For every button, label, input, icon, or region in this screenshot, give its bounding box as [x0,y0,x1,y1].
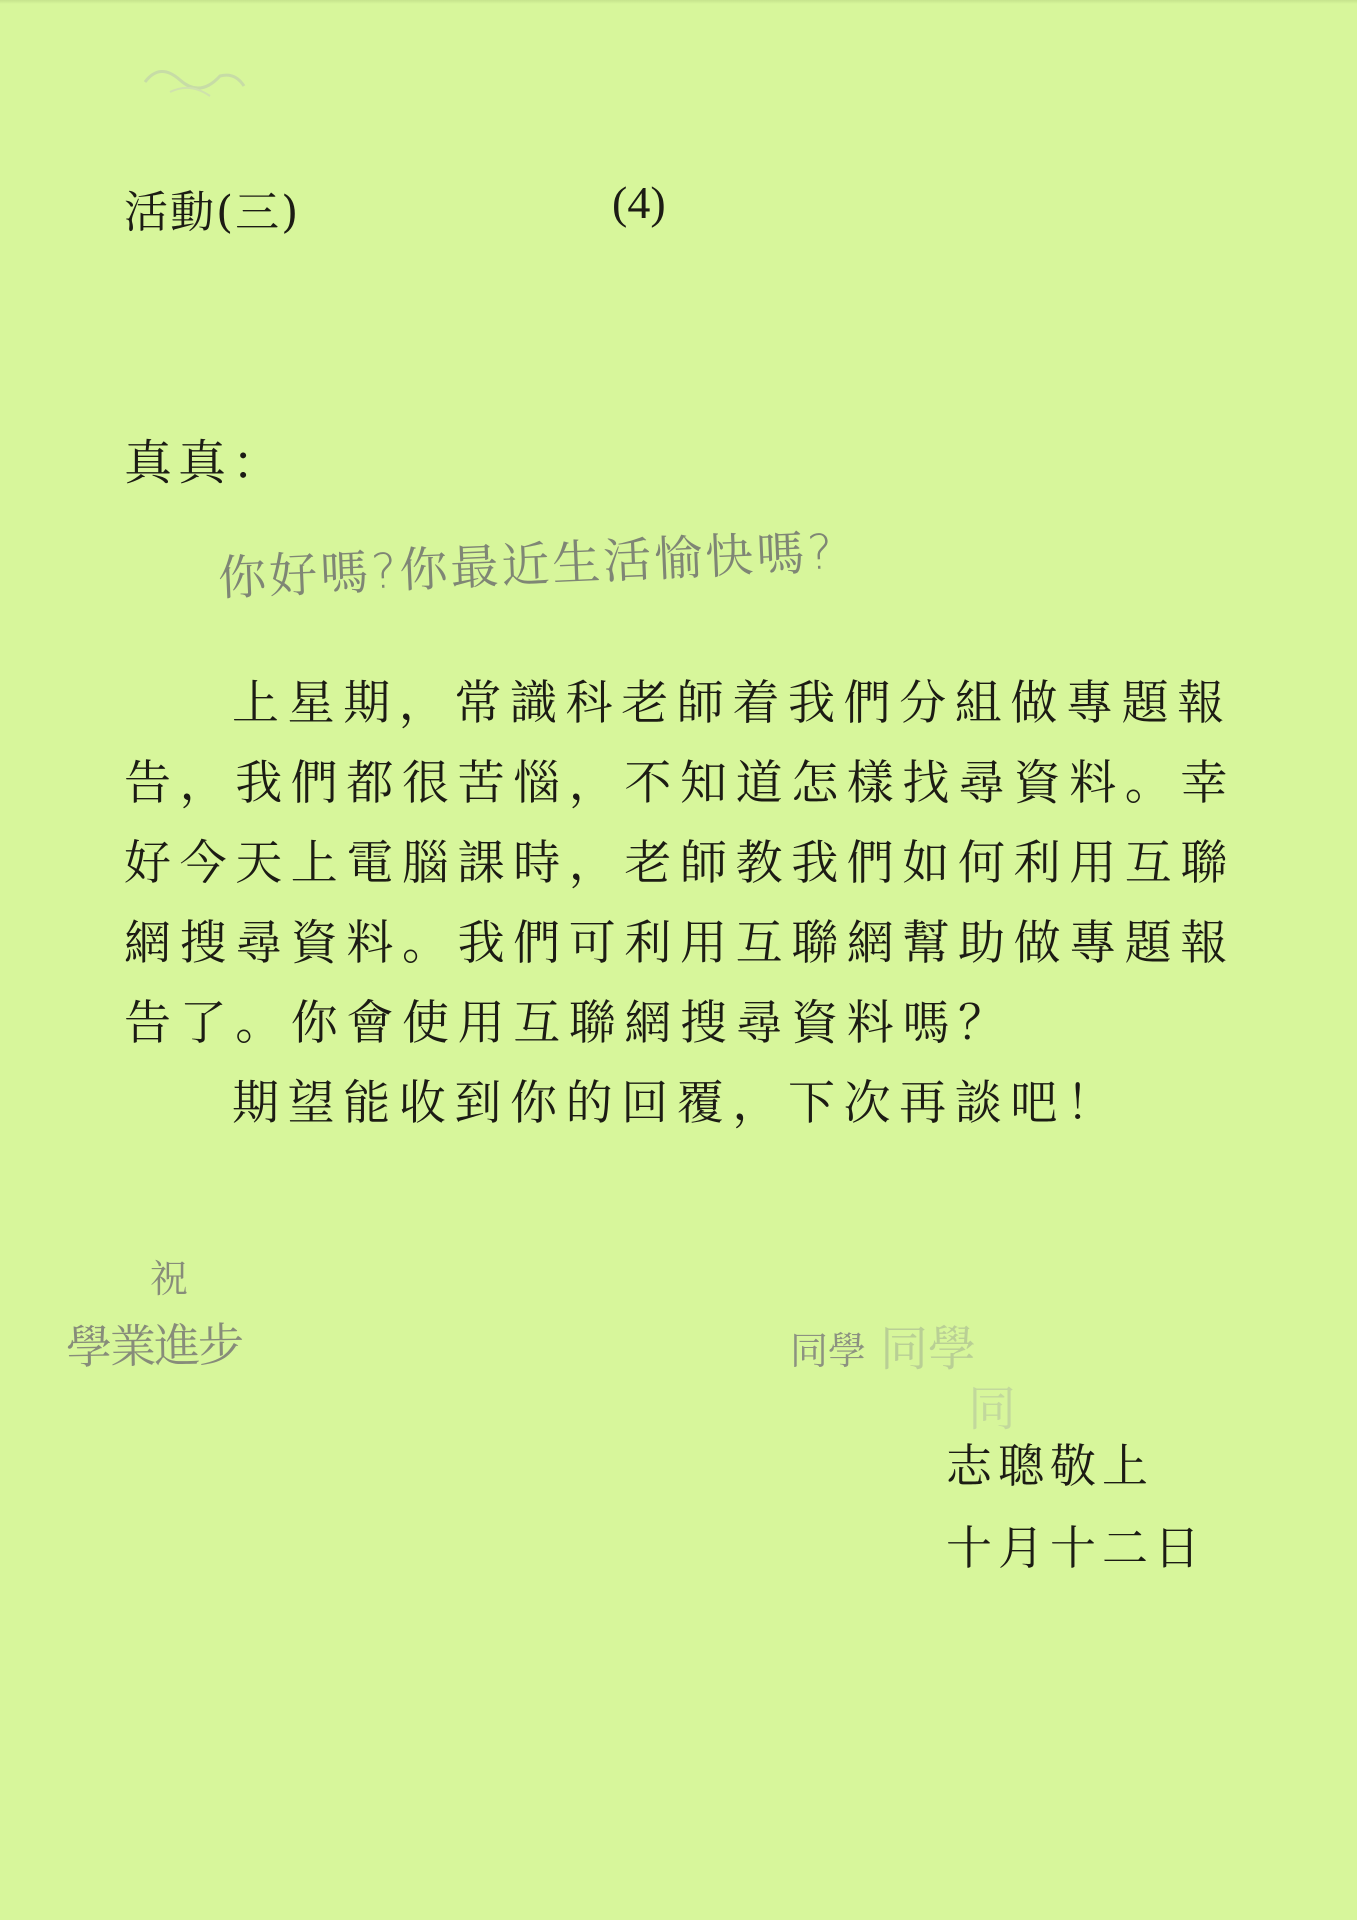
handwritten-wish: 學業進步 [65,1317,243,1375]
handwritten-classmate-faint-2: 同 [968,1381,1017,1437]
pencil-smudge [140,52,250,112]
handwritten-classmate-faint: 同學 [880,1321,977,1377]
letter-salutation: 真真： [124,435,287,491]
handwritten-wish-opening: 祝 [150,1257,189,1301]
body-line: 上星期，常識科老師着我們分組做專題報 [232,676,1233,731]
body-line: 告了。你會使用互聯網搜尋資料嗎？ [124,996,1014,1051]
handwritten-classmate: 同學 [790,1329,867,1373]
body-line: 好今天上電腦課時，老師教我們如何利用互聯 [124,836,1236,891]
page-number: (4) [612,177,666,228]
activity-title: 活動(三) [124,187,301,238]
body-line: 期望能收到你的回覆，下次再談吧！ [232,1076,1122,1131]
letter-signature: 志聰敬上 [946,1439,1154,1493]
scan-edge [0,0,1357,4]
letter-body [124,664,1234,1144]
body-line: 告，我們都很苦惱，不知道怎樣找尋資料。幸 [124,756,1236,811]
handwritten-greeting: 你好嗎?你最近生活愉快嗎? [216,524,837,607]
body-line: 網搜尋資料。我們可利用互聯網幫助做專題報 [124,916,1236,971]
letter-date: 十月十二日 [946,1521,1206,1575]
